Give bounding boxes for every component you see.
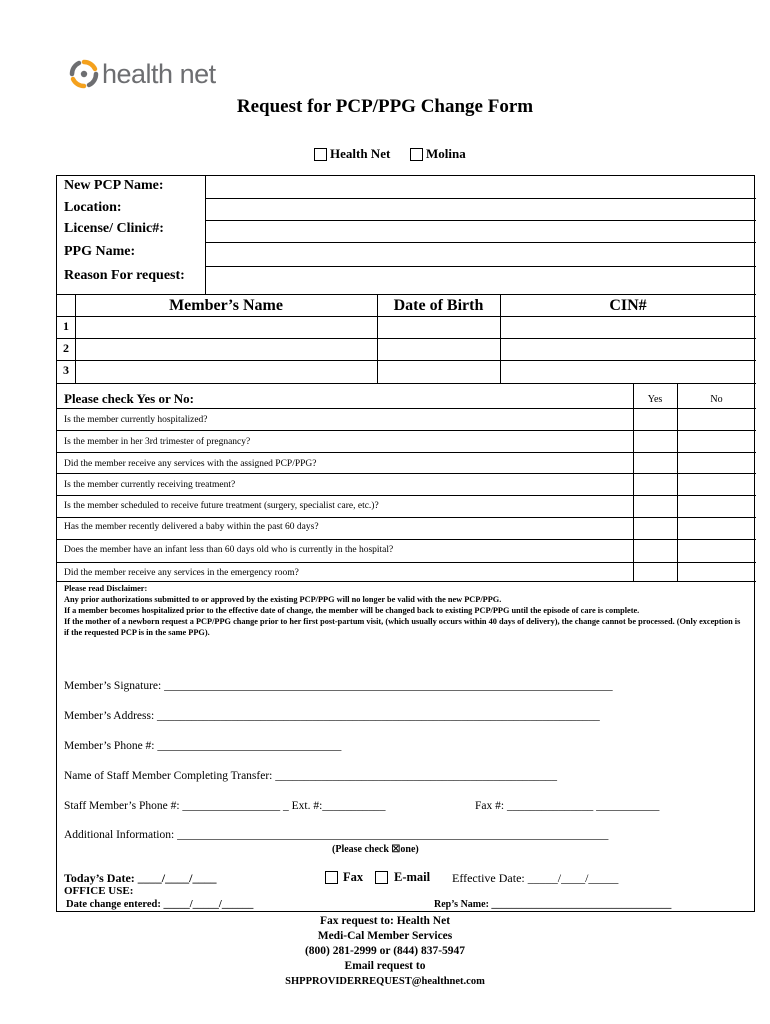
member-name-cell[interactable] [77,340,375,359]
method-fax-checkbox[interactable] [325,870,363,885]
question-emergency-room: Did the member receive any services in the emergency room? [64,568,299,578]
ppg-name-field[interactable] [207,243,753,265]
no-checkbox[interactable] [679,564,754,580]
todays-date-field[interactable]: Today’s Date: ____/____/____ [64,871,217,885]
date-of-birth-cell[interactable] [379,340,498,359]
reason-for-request-label: Reason For request: [64,268,185,283]
health-net-logo [68,58,216,90]
cin-cell[interactable] [502,340,754,359]
office-use-label: OFFICE USE: [64,885,134,897]
no-checkbox[interactable] [679,475,754,493]
disclaimer [64,583,744,638]
question-third-trimester: Is the member in her 3rd trimester of pregnancy? [64,437,251,447]
footer-line: (800) 281-2999 or (844) 837-5947 [304,945,466,957]
question-hospitalized: Is the member currently hospitalized? [64,415,208,425]
reps-name-field[interactable]: Rep’s Name: ____________________________________ [434,899,672,910]
page-title: Request for PCP/PPG Change Form [236,96,534,117]
yes-checkbox[interactable] [635,519,675,537]
ppg-name-label: PPG Name: [64,244,136,259]
disclaimer-line: If the mother of a newborn request a PCP/PPG change prior to her first post-partum visit, (which usually occurs within 40 days of delivery), the change cannot be processed. (Only exception is if the requested PCP is in the same PPG). [64,617,741,637]
plan-checkbox-molina[interactable] [410,146,466,162]
additional-information-field[interactable]: Additional Information: ___________________________________________________________________________ [64,829,609,841]
reason-for-request-field[interactable] [207,267,753,293]
yes-checkbox[interactable] [635,410,675,428]
date-change-entered-field[interactable]: Date change entered: _____/_____/______ [66,899,254,910]
checkbox-icon[interactable] [410,148,423,161]
member-name-header: Member’s Name [169,297,283,314]
plan-label-molina: Molina [426,146,466,161]
fax-number-field[interactable]: Fax #: _______________ ___________ [475,800,660,812]
member-signature-field[interactable]: Member’s Signature: ______________________________________________________________________________ [64,680,613,692]
disclaimer-line: If a member becomes hospitalized prior to the effective date of change, the member will be changed back to existing PCP/PPG until the episode of care is complete. [64,606,640,615]
staff-phone-field[interactable]: Staff Member’s Phone #: _________________ _ Ext. #:___________ [64,800,386,812]
method-email-checkbox[interactable] [375,870,430,885]
cin-cell[interactable] [502,318,754,337]
no-checkbox[interactable] [679,541,754,560]
member-row-number: 3 [63,363,69,377]
new-pcp-name-field[interactable] [207,177,753,197]
member-address-field[interactable]: Member’s Address: _____________________________________________________________________________ [64,710,600,722]
question-future-treatment: Is the member scheduled to receive future treatment (surgery, specialist care, etc.)? [64,501,379,511]
yes-checkbox[interactable] [635,541,675,560]
question-delivered-baby: Has the member recently delivered a baby within the past 60 days? [64,522,319,532]
effective-date-field[interactable]: Effective Date: _____/____/_____ [452,871,619,885]
cin-header: CIN# [609,297,647,314]
checkbox-icon[interactable] [325,871,338,884]
logo-wordmark: health net [102,58,216,89]
date-of-birth-header: Date of Birth [393,297,484,314]
checkbox-icon[interactable] [314,148,327,161]
checkbox-icon[interactable] [375,871,388,884]
change-request-form [56,175,755,912]
footer-contact [0,914,770,989]
question-infant-in-hospital: Does the member have an infant less than 60 days old who is currently in the hospital? [64,545,394,555]
date-of-birth-cell[interactable] [379,362,498,382]
question-receiving-treatment: Is the member currently receiving treatment? [64,480,236,490]
yes-checkbox[interactable] [635,564,675,580]
no-checkbox[interactable] [679,497,754,515]
please-check-one-note: (Please check ☒one) [332,844,419,855]
disclaimer-heading: Please read Disclaimer: [64,584,148,593]
plan-label-health-net: Health Net [330,146,391,161]
license-clinic-field[interactable] [207,221,753,241]
staff-name-field[interactable]: Name of Staff Member Completing Transfer: _________________________________________________ [64,770,557,782]
member-row-number: 1 [63,319,69,333]
member-row-number: 2 [63,341,69,355]
checklist-title: Please check Yes or No: [64,391,194,406]
footer-line: Email request to [344,960,426,972]
member-name-cell[interactable] [77,362,375,382]
yes-checkbox[interactable] [635,454,675,471]
footer-email[interactable]: SHPPROVIDERREQUEST@healthnet.com [285,976,485,987]
date-of-birth-cell[interactable] [379,318,498,337]
member-name-cell[interactable] [77,318,375,337]
method-email-label: E-mail [394,870,431,884]
question-services-assigned-pcp: Did the member receive any services with the assigned PCP/PPG? [64,459,317,469]
footer-line: Medi-Cal Member Services [317,930,453,942]
no-checkbox[interactable] [679,519,754,537]
health-net-logo-icon [68,58,100,90]
yes-checkbox[interactable] [635,475,675,493]
no-checkbox[interactable] [679,432,754,450]
no-checkbox[interactable] [679,410,754,428]
location-field[interactable] [207,199,753,219]
license-clinic-label: License/ Clinic#: [64,221,164,236]
no-checkbox[interactable] [679,454,754,471]
yes-checkbox[interactable] [635,497,675,515]
no-header: No [710,394,723,405]
yes-checkbox[interactable] [635,432,675,450]
disclaimer-line: Any prior authorizations submitted to or approved by the existing PCP/PPG will no longer be valid with the new PCP/PPG. [64,595,502,604]
location-label: Location: [64,200,122,215]
method-fax-label: Fax [343,870,364,884]
member-phone-field[interactable]: Member’s Phone #: ________________________________ [64,740,342,752]
new-pcp-name-label: New PCP Name: [64,178,164,193]
plan-checkbox-health-net[interactable] [314,146,390,162]
footer-line: Fax request to: Health Net [319,915,451,927]
yes-header: Yes [647,394,663,405]
cin-cell[interactable] [502,362,754,382]
